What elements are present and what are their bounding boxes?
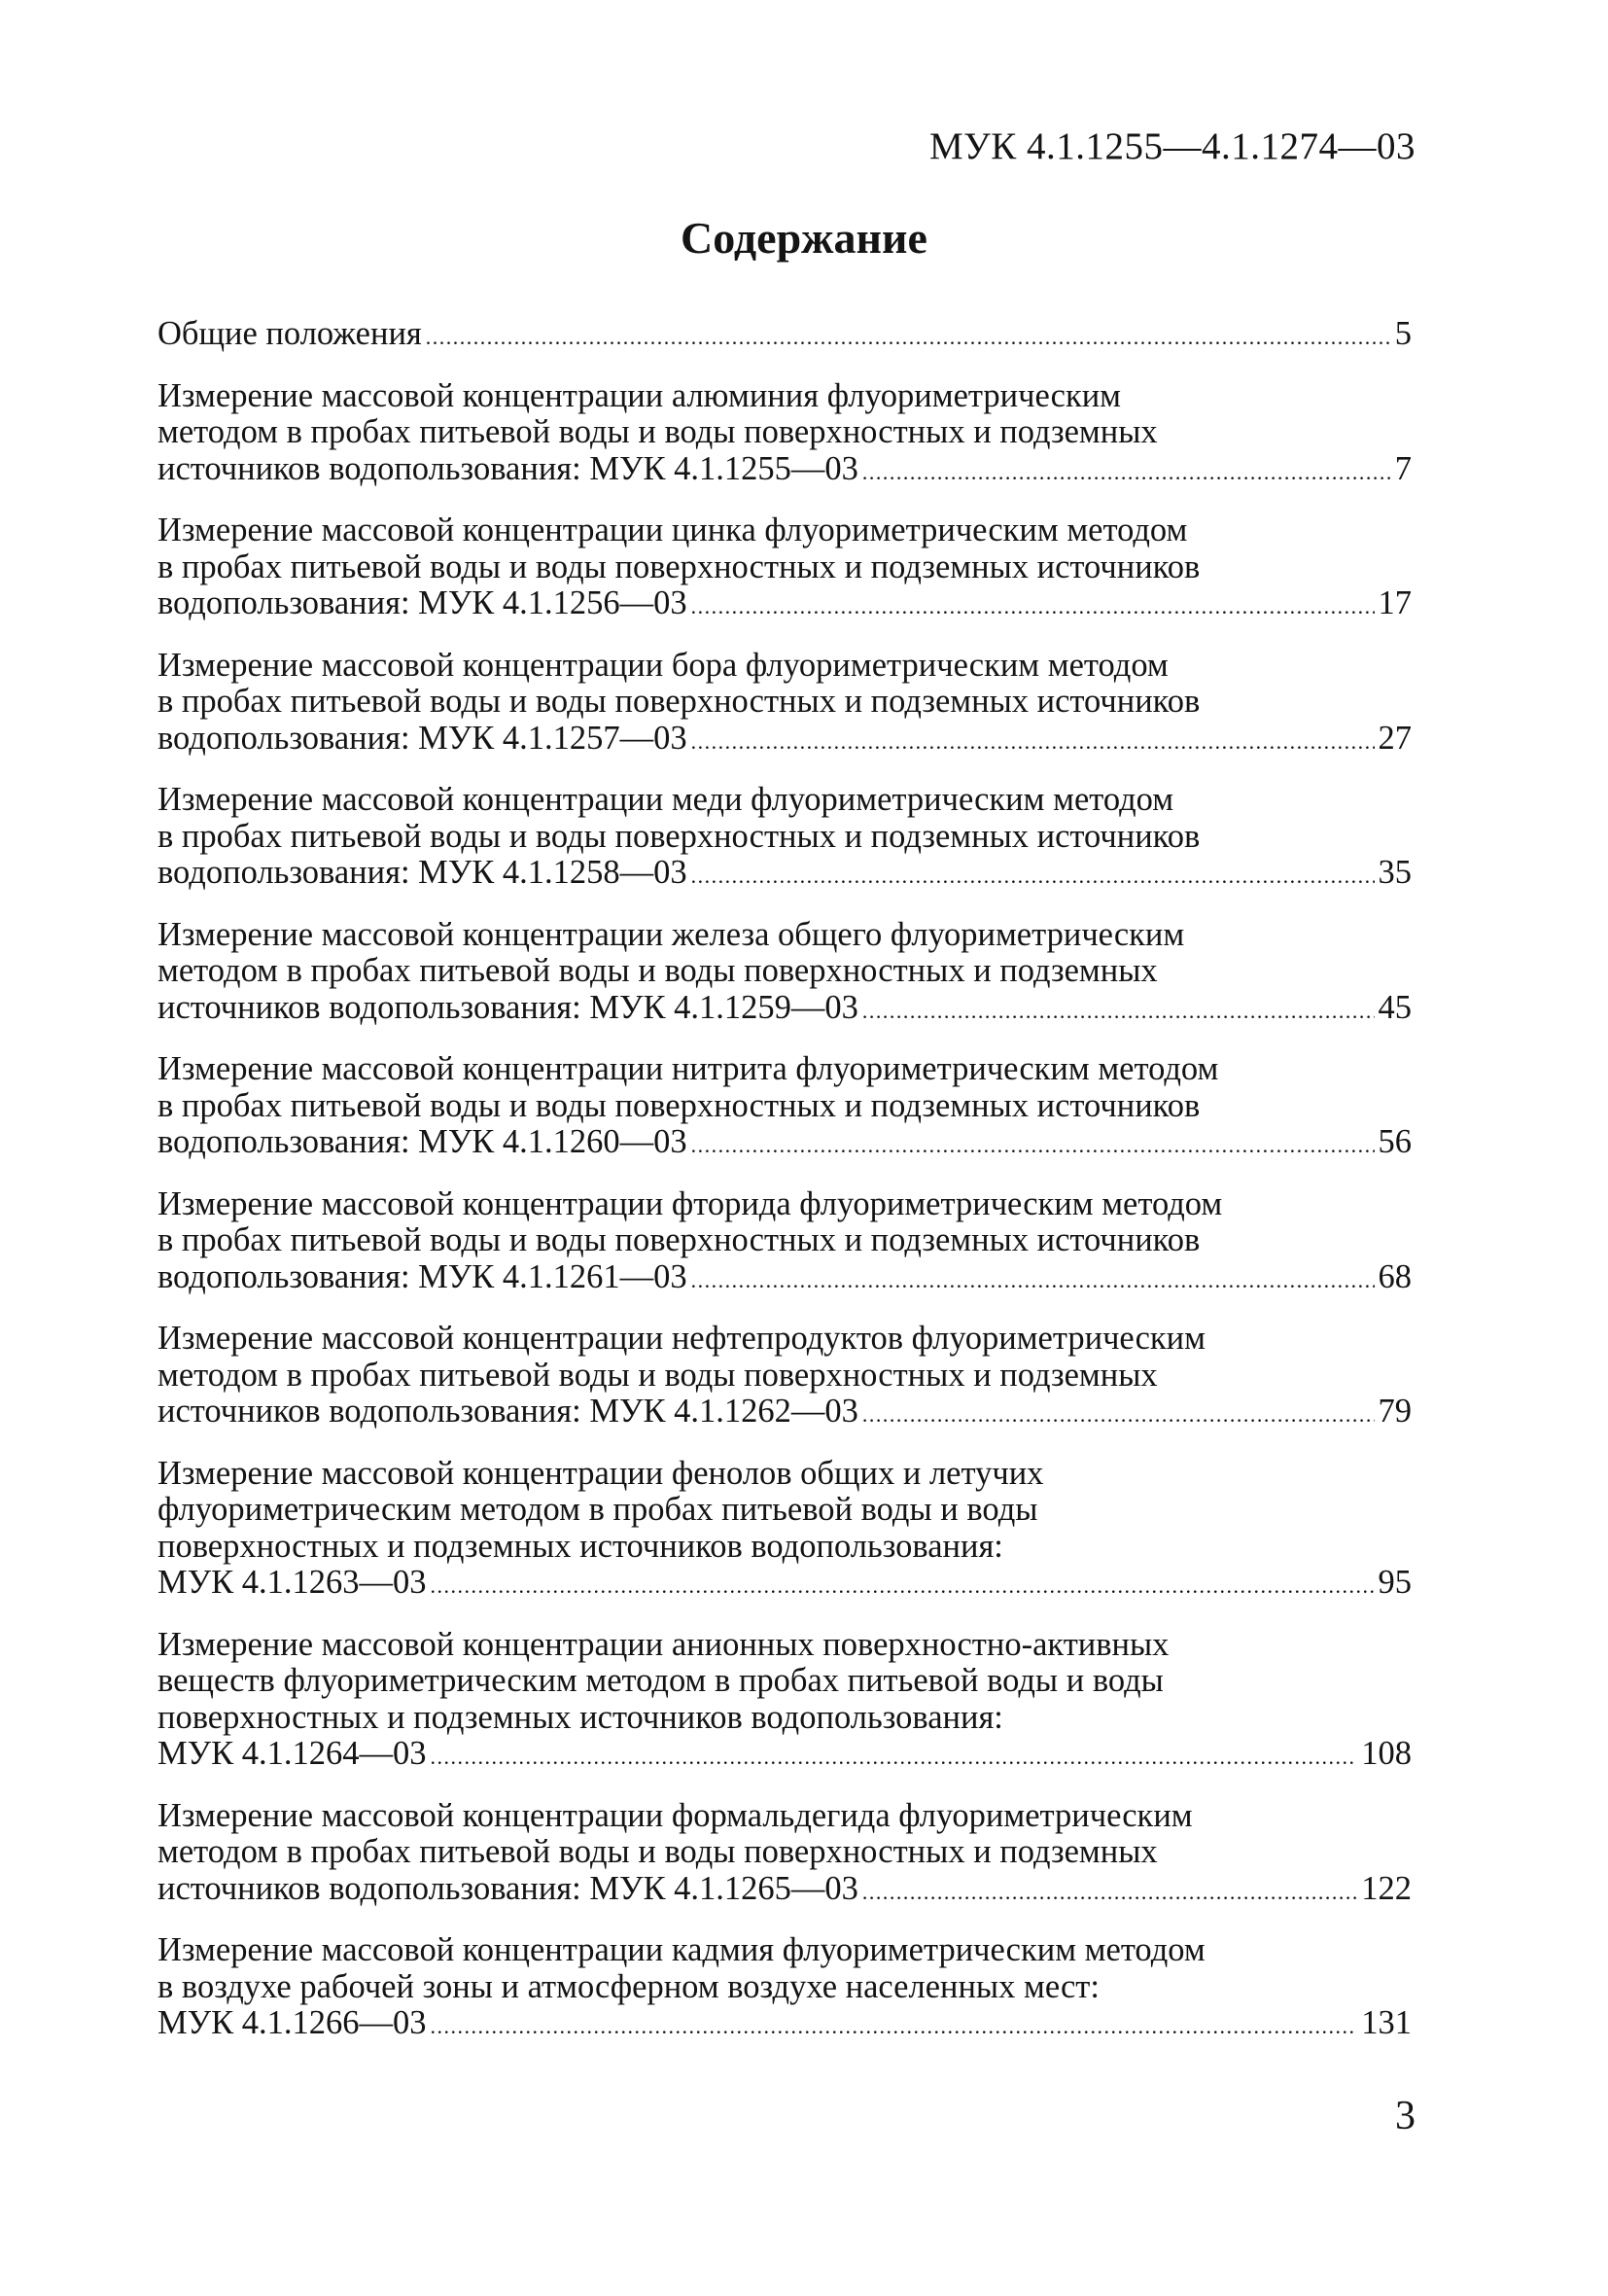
toc-entry-last-line <box>157 1259 1412 1299</box>
toc-entry <box>157 1627 1412 1776</box>
dot-leader <box>691 588 1375 625</box>
toc-entry-last-line <box>157 721 1412 760</box>
toc-entry-title-line: Измерение массовой концентрации меди флуориметрическим методом <box>157 781 1174 818</box>
dot-leader <box>691 1127 1375 1164</box>
toc-entry-title-line: Измерение массовой концентрации бора флуориметрическим методом <box>157 646 1169 684</box>
toc-entry-title-line: методом в пробах питьевой воды и воды поверхностных и подземных <box>157 952 1158 989</box>
toc-entry-page: 131 <box>1361 2004 1412 2041</box>
toc-entry-title-line: Измерение массовой концентрации формальдегида флуориметрическим <box>157 1796 1193 1834</box>
toc-entry <box>157 1932 1412 2045</box>
toc-entry <box>157 917 1412 1030</box>
toc-entry-title-line: веществ флуориметрическим методом в пробах питьевой воды и воды <box>157 1662 1164 1699</box>
dot-leader <box>426 319 1391 356</box>
toc-entry-last-line <box>157 2005 1412 2045</box>
toc-entry <box>157 378 1412 491</box>
toc-entry-title-line: водопользования: МУК 4.1.1261—03 <box>157 1257 687 1295</box>
toc-entry-title-line: Измерение массовой концентрации алюминия флуориметрическим <box>157 376 1122 414</box>
page-number: 3 <box>1395 2094 1416 2138</box>
toc-entry-last-line <box>157 855 1412 895</box>
toc-entry-page: 68 <box>1378 1257 1412 1295</box>
toc-entry-title-line: Измерение массовой концентрации цинка флуориметрическим методом <box>157 512 1188 548</box>
toc-entry-title-line: водопользования: МУК 4.1.1260—03 <box>157 1123 687 1160</box>
dot-leader <box>431 2008 1358 2045</box>
toc-entry-last-line <box>157 990 1412 1030</box>
toc-entry-title-line: источников водопользования: МУК 4.1.1265—03 <box>157 1869 858 1907</box>
toc-entry-title-line: источников водопользования: МУК 4.1.1255—03 <box>157 449 858 487</box>
toc-entry-page: 122 <box>1361 1869 1412 1907</box>
toc-entry-title-line: в пробах питьевой воды и воды поверхностных и подземных источников <box>157 1086 1201 1124</box>
dot-leader <box>691 858 1375 895</box>
toc-entry-page: 56 <box>1378 1123 1412 1160</box>
dot-leader <box>691 724 1375 760</box>
toc-entry-last-line <box>157 1565 1412 1605</box>
toc-entry-title-line: водопользования: МУК 4.1.1256—03 <box>157 584 687 621</box>
toc-entry-page: 27 <box>1378 719 1412 757</box>
toc-entry-title-line: поверхностных и подземных источников водопользования: <box>157 1527 1003 1565</box>
toc-entry <box>157 1798 1412 1911</box>
toc-entry-last-line <box>157 1871 1412 1911</box>
toc-entry-last-line <box>157 1124 1412 1164</box>
document-code: МУК 4.1.1255—4.1.1274—03 <box>928 125 1416 167</box>
toc-entry <box>157 648 1412 760</box>
toc-entry-last-line <box>157 1736 1412 1776</box>
toc-entry <box>157 1051 1412 1164</box>
toc-entry <box>157 1186 1412 1299</box>
toc-entry-title-line: Измерение массовой концентрации нефтепродуктов флуориметрическим <box>157 1320 1206 1357</box>
toc-entry <box>157 512 1412 625</box>
dot-leader <box>691 1262 1375 1299</box>
toc-entry-title-line: в пробах питьевой воды и воды поверхностных и подземных источников <box>157 683 1201 720</box>
toc-entry-title-line: Измерение массовой концентрации фенолов общих и летучих <box>157 1454 1044 1492</box>
toc-entry-title-line: источников водопользования: МУК 4.1.1262—03 <box>157 1393 858 1430</box>
toc-entry-title-line: в пробах питьевой воды и воды поверхностных и подземных источников <box>157 548 1201 585</box>
toc-entry-page: 95 <box>1378 1564 1412 1601</box>
toc-entry-title-line: методом в пробах питьевой воды и воды поверхностных и подземных <box>157 1356 1158 1394</box>
toc-entry-page: 79 <box>1378 1393 1412 1430</box>
dot-leader <box>862 1396 1375 1433</box>
toc-entry-last-line <box>157 316 1412 356</box>
toc-entry-title-line: источников водопользования: МУК 4.1.1259—03 <box>157 988 858 1026</box>
toc-entry-title-line: поверхностных и подземных источников водопользования: <box>157 1698 1003 1736</box>
toc-entry <box>157 1456 1412 1605</box>
toc-entry-title-line: флуориметрическим методом в пробах питьевой воды и воды <box>157 1491 1038 1528</box>
toc-entry-page: 17 <box>1378 584 1412 621</box>
dot-leader <box>862 1874 1357 1911</box>
toc-entry-title-line: водопользования: МУК 4.1.1258—03 <box>157 854 687 891</box>
toc-entry-page: 7 <box>1394 449 1412 487</box>
toc-entry-title-line: Измерение массовой концентрации кадмия флуориметрическим методом <box>157 1931 1206 1968</box>
page-title: Содержание <box>681 213 927 263</box>
toc-entry-title-line: МУК 4.1.1263—03 <box>157 1564 427 1601</box>
toc-entry-title-line: МУК 4.1.1264—03 <box>157 1735 427 1772</box>
toc-entry-last-line <box>157 451 1412 491</box>
toc-entry-title-line: Измерение массовой концентрации железа общего флуориметрическим <box>157 915 1185 953</box>
toc-entry-title-line: МУК 4.1.1266—03 <box>157 2004 427 2041</box>
toc-entry <box>157 316 1412 356</box>
toc-entry-title-line: методом в пробах питьевой воды и воды поверхностных и подземных <box>157 1833 1158 1870</box>
toc-entry-page: 108 <box>1361 1735 1412 1772</box>
toc-entry-title-line: Измерение массовой концентрации нитрита флуориметрическим методом <box>157 1050 1219 1087</box>
toc-entry-title-line: Измерение массовой концентрации фторида флуориметрическим методом <box>157 1184 1223 1222</box>
toc-entry-title-line: в пробах питьевой воды и воды поверхностных и подземных источников <box>157 1221 1201 1258</box>
toc-entry-title-line: Общие положения <box>157 315 422 352</box>
dot-leader <box>431 1739 1358 1776</box>
toc-entry-page: 45 <box>1378 988 1412 1026</box>
toc-entry-title-line: Измерение массовой концентрации анионных поверхностно-активных <box>157 1625 1170 1663</box>
toc-entry-title-line: в воздухе рабочей зоны и атмосферном воздухе населенных мест: <box>157 1967 1100 2005</box>
dot-leader <box>431 1568 1375 1605</box>
toc-entry-last-line <box>157 1394 1412 1433</box>
toc-entry-title-line: в пробах питьевой воды и воды поверхностных и подземных источников <box>157 817 1201 855</box>
toc-entry-title-line: методом в пробах питьевой воды и воды поверхностных и подземных <box>157 413 1158 450</box>
toc-entry <box>157 782 1412 895</box>
toc-entry-page: 35 <box>1378 854 1412 891</box>
toc-entry-last-line <box>157 585 1412 625</box>
dot-leader <box>862 993 1375 1030</box>
toc-entry-title-line: водопользования: МУК 4.1.1257—03 <box>157 719 687 757</box>
toc-entry <box>157 1321 1412 1433</box>
table-of-contents <box>157 316 1412 2067</box>
toc-entry-page: 5 <box>1394 315 1412 352</box>
dot-leader <box>862 454 1391 491</box>
